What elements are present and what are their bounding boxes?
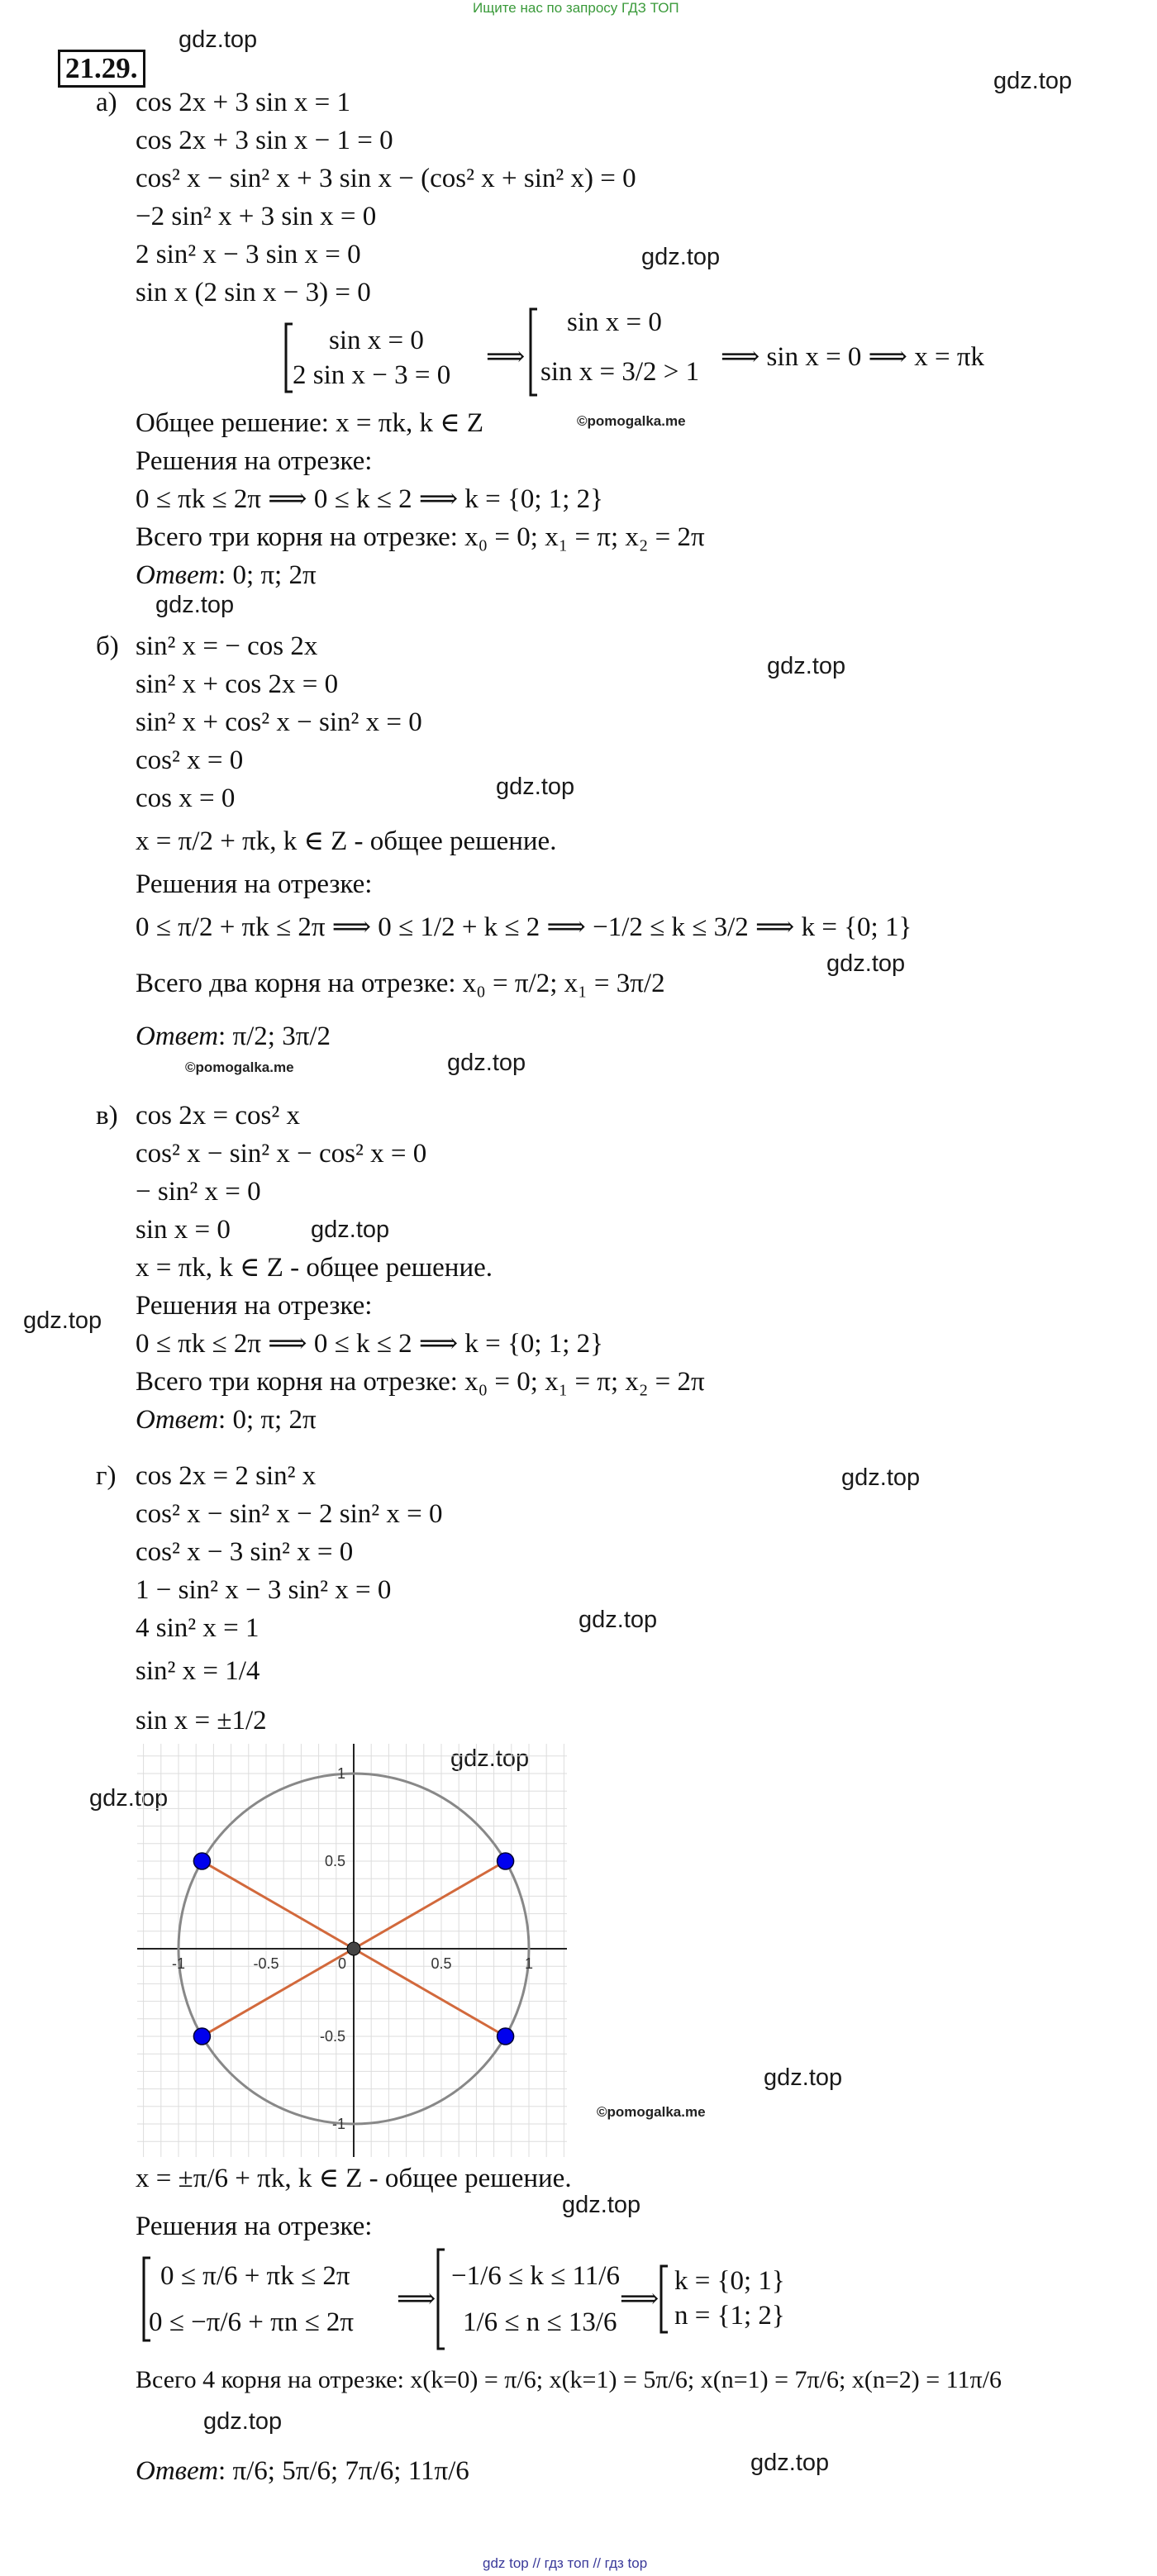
watermark-gdz: gdz.top [450, 1745, 530, 1772]
y-tick-label: 0.5 [324, 1853, 345, 1869]
chart-segment [202, 1861, 354, 1949]
system-a-left-1: sin x = 0 [329, 326, 424, 355]
part-a-general: Общее решение: x = πk, k ∈ Z [136, 408, 484, 438]
y-tick-label: -1 [331, 2116, 345, 2132]
part-g-line: cos 2x = 2 sin² x [136, 1461, 317, 1491]
part-g-sys1-line-2: 0 ≤ −π/6 + πn ≤ 2π [149, 2307, 355, 2337]
part-g-general: x = ±π/6 + πk, k ∈ Z - общее решение. [136, 2164, 572, 2193]
part-g-label: г) [96, 1461, 117, 1491]
x-tick-label: 0.5 [431, 1955, 452, 1972]
part-g-sys1-line-1: 0 ≤ π/6 + πk ≤ 2π [160, 2261, 350, 2291]
answer-label: Ответ [136, 1405, 219, 1435]
footer-link[interactable]: gdz top // гдз топ // гдз top [483, 2555, 648, 2571]
part-a-line: cos² x − sin² x + 3 sin x − (cos² x + sin² x) = 0 [136, 164, 636, 193]
part-b-general: x = π/2 + πk, k ∈ Z - общее решение. [136, 826, 557, 856]
part-b-line: cos² x = 0 [136, 745, 244, 775]
implies-arrow: ⟹ [486, 342, 526, 372]
watermark-gdz: gdz.top [767, 653, 846, 679]
part-a-line: 2 sin² x − 3 sin x = 0 [136, 240, 361, 269]
x-tick-label: -1 [171, 1955, 186, 1972]
system-a-right-1: sin x = 0 [567, 307, 662, 337]
part-a-label: а) [96, 88, 117, 117]
part-b-line: sin² x + cos² x − sin² x = 0 [136, 707, 422, 737]
watermark-gdz: gdz.top [179, 26, 258, 53]
watermark-gdz: gdz.top [496, 774, 575, 800]
part-v-line: sin x = 0 [136, 1215, 231, 1245]
part-g-line: cos² x − sin² x − 2 sin² x = 0 [136, 1499, 443, 1529]
answer-value: : 0; π; 2π [218, 560, 317, 590]
watermark-pomogalka: ©pomogalka.me [577, 413, 686, 429]
answer-value: : 0; π; 2π [218, 1405, 317, 1435]
chart-segment [354, 1949, 506, 2036]
part-a-segment-line: 0 ≤ πk ≤ 2π ⟹ 0 ≤ k ≤ 2 ⟹ k = {0; 1; 2} [136, 484, 604, 514]
part-v-line: x = πk, k ∈ Z - общее решение. [136, 1253, 493, 1283]
watermark-gdz: gdz.top [155, 592, 235, 618]
x-tick-label: 1 [524, 1955, 534, 1972]
watermark-pomogalka: ©pomogalka.me [597, 2104, 706, 2120]
part-a-segment-title: Решения на отрезке: [136, 446, 373, 476]
part-b-answer [136, 1021, 331, 1051]
x-tick-label: -0.5 [253, 1955, 279, 1972]
part-g-line: sin x = ±1/2 [136, 1706, 267, 1736]
part-b-line: sin² x + cos 2x = 0 [136, 669, 339, 699]
answer-label: Ответ [136, 2456, 219, 2486]
part-b-roots: Всего два корня на отрезке: x₀ = π/2; x₁ = 3π/2 [136, 969, 665, 998]
watermark-gdz: gdz.top [826, 950, 906, 977]
system-a-left-2: 2 sin x − 3 = 0 [293, 360, 451, 390]
part-a-conclusion: ⟹ sin x = 0 ⟹ x = πk [721, 342, 985, 372]
watermark-gdz: gdz.top [89, 1785, 169, 1812]
watermark-gdz: gdz.top [750, 2450, 830, 2476]
part-v-line: Решения на отрезке: [136, 1291, 373, 1321]
part-a-line: cos 2x + 3 sin x = 1 [136, 88, 350, 117]
watermark-gdz: gdz.top [578, 1607, 658, 1633]
watermark-gdz: gdz.top [23, 1307, 102, 1334]
watermark-gdz: gdz.top [203, 2408, 283, 2435]
watermark-gdz: gdz.top [641, 244, 721, 270]
part-g-sys3-line-1: k = {0; 1} [674, 2266, 785, 2296]
chart-segment [354, 1861, 506, 1949]
watermark-gdz: gdz.top [447, 1050, 526, 1076]
y-tick-label: -0.5 [319, 2028, 345, 2045]
part-b-line: sin² x = − cos 2x [136, 631, 318, 661]
chart-point [193, 1853, 210, 1869]
implies-arrow: ⟹ [620, 2284, 659, 2314]
part-g-sys2-line-2: 1/6 ≤ n ≤ 13/6 [463, 2307, 617, 2337]
chart-point [193, 2028, 210, 2045]
watermark-gdz: gdz.top [764, 2064, 843, 2091]
part-b-segment-title: Решения на отрезке: [136, 869, 373, 899]
part-g-line: 1 − sin² x − 3 sin² x = 0 [136, 1575, 392, 1605]
answer-value: : π/6; 5π/6; 7π/6; 11π/6 [218, 2456, 469, 2486]
answer-label: Ответ [136, 1021, 219, 1051]
part-v-line: 0 ≤ πk ≤ 2π ⟹ 0 ≤ k ≤ 2 ⟹ k = {0; 1; 2} [136, 1329, 604, 1359]
part-v-line: cos 2x = cos² x [136, 1101, 300, 1131]
chart-origin-point [347, 1942, 360, 1955]
part-a-roots: Всего три корня на отрезке: x₀ = 0; x₁ = π; x₂ = 2π [136, 522, 705, 552]
part-g-line: 4 sin² x = 1 [136, 1613, 259, 1643]
part-g-sys2-line-1: −1/6 ≤ k ≤ 11/6 [451, 2261, 620, 2291]
part-a-line: −2 sin² x + 3 sin x = 0 [136, 202, 377, 231]
chart-point [498, 2028, 514, 2045]
system-a-right-2: sin x = 3/2 > 1 [540, 357, 700, 387]
problem-number: 21.29. [58, 50, 145, 88]
top-search-link[interactable]: Ищите нас по запросу ГДЗ ТОП [473, 0, 679, 16]
part-b-segment-line: 0 ≤ π/2 + πk ≤ 2π ⟹ 0 ≤ 1/2 + k ≤ 2 ⟹ −1/2 ≤ k ≤ 3/2 ⟹ k = {0; 1} [136, 912, 912, 942]
part-a-line: cos 2x + 3 sin x − 1 = 0 [136, 126, 393, 155]
part-v-line: Всего три корня на отрезке: x₀ = 0; x₁ = π; x₂ = 2π [136, 1367, 705, 1397]
part-v-answer [136, 1405, 317, 1435]
part-g-segment-title: Решения на отрезке: [136, 2212, 373, 2241]
watermark-gdz: gdz.top [311, 1217, 390, 1243]
part-g-sys3-line-2: n = {1; 2} [674, 2301, 785, 2331]
part-v-line: cos² x − sin² x − cos² x = 0 [136, 1139, 427, 1169]
y-tick-label: 1 [336, 1765, 345, 1782]
part-b-line: cos x = 0 [136, 783, 236, 813]
part-g-line: cos² x − 3 sin² x = 0 [136, 1537, 354, 1567]
part-g-roots: Всего 4 корня на отрезке: x(k=0) = π/6; x(k=1) = 5π/6; x(n=1) = 7π/6; x(n=2) = 11π/6 [136, 2366, 1002, 2393]
part-a-line: sin x (2 sin x − 3) = 0 [136, 278, 371, 307]
watermark-gdz: gdz.top [993, 68, 1073, 94]
part-g-line: sin² x = 1/4 [136, 1656, 260, 1686]
part-g-answer [136, 2456, 469, 2486]
part-b-label: б) [96, 631, 119, 661]
answer-label: Ответ [136, 560, 219, 590]
watermark-pomogalka: ©pomogalka.me [185, 1059, 294, 1075]
part-v-line: − sin² x = 0 [136, 1177, 261, 1207]
unit-circle-chart [137, 1744, 567, 2157]
watermark-gdz: gdz.top [562, 2192, 641, 2218]
implies-arrow: ⟹ [397, 2284, 436, 2314]
answer-value: : π/2; 3π/2 [218, 1021, 331, 1051]
x-tick-label: 0 [337, 1955, 347, 1972]
part-v-label: в) [96, 1101, 118, 1131]
part-a-answer [136, 560, 317, 590]
chart-point [498, 1853, 514, 1869]
watermark-gdz: gdz.top [841, 1464, 921, 1491]
